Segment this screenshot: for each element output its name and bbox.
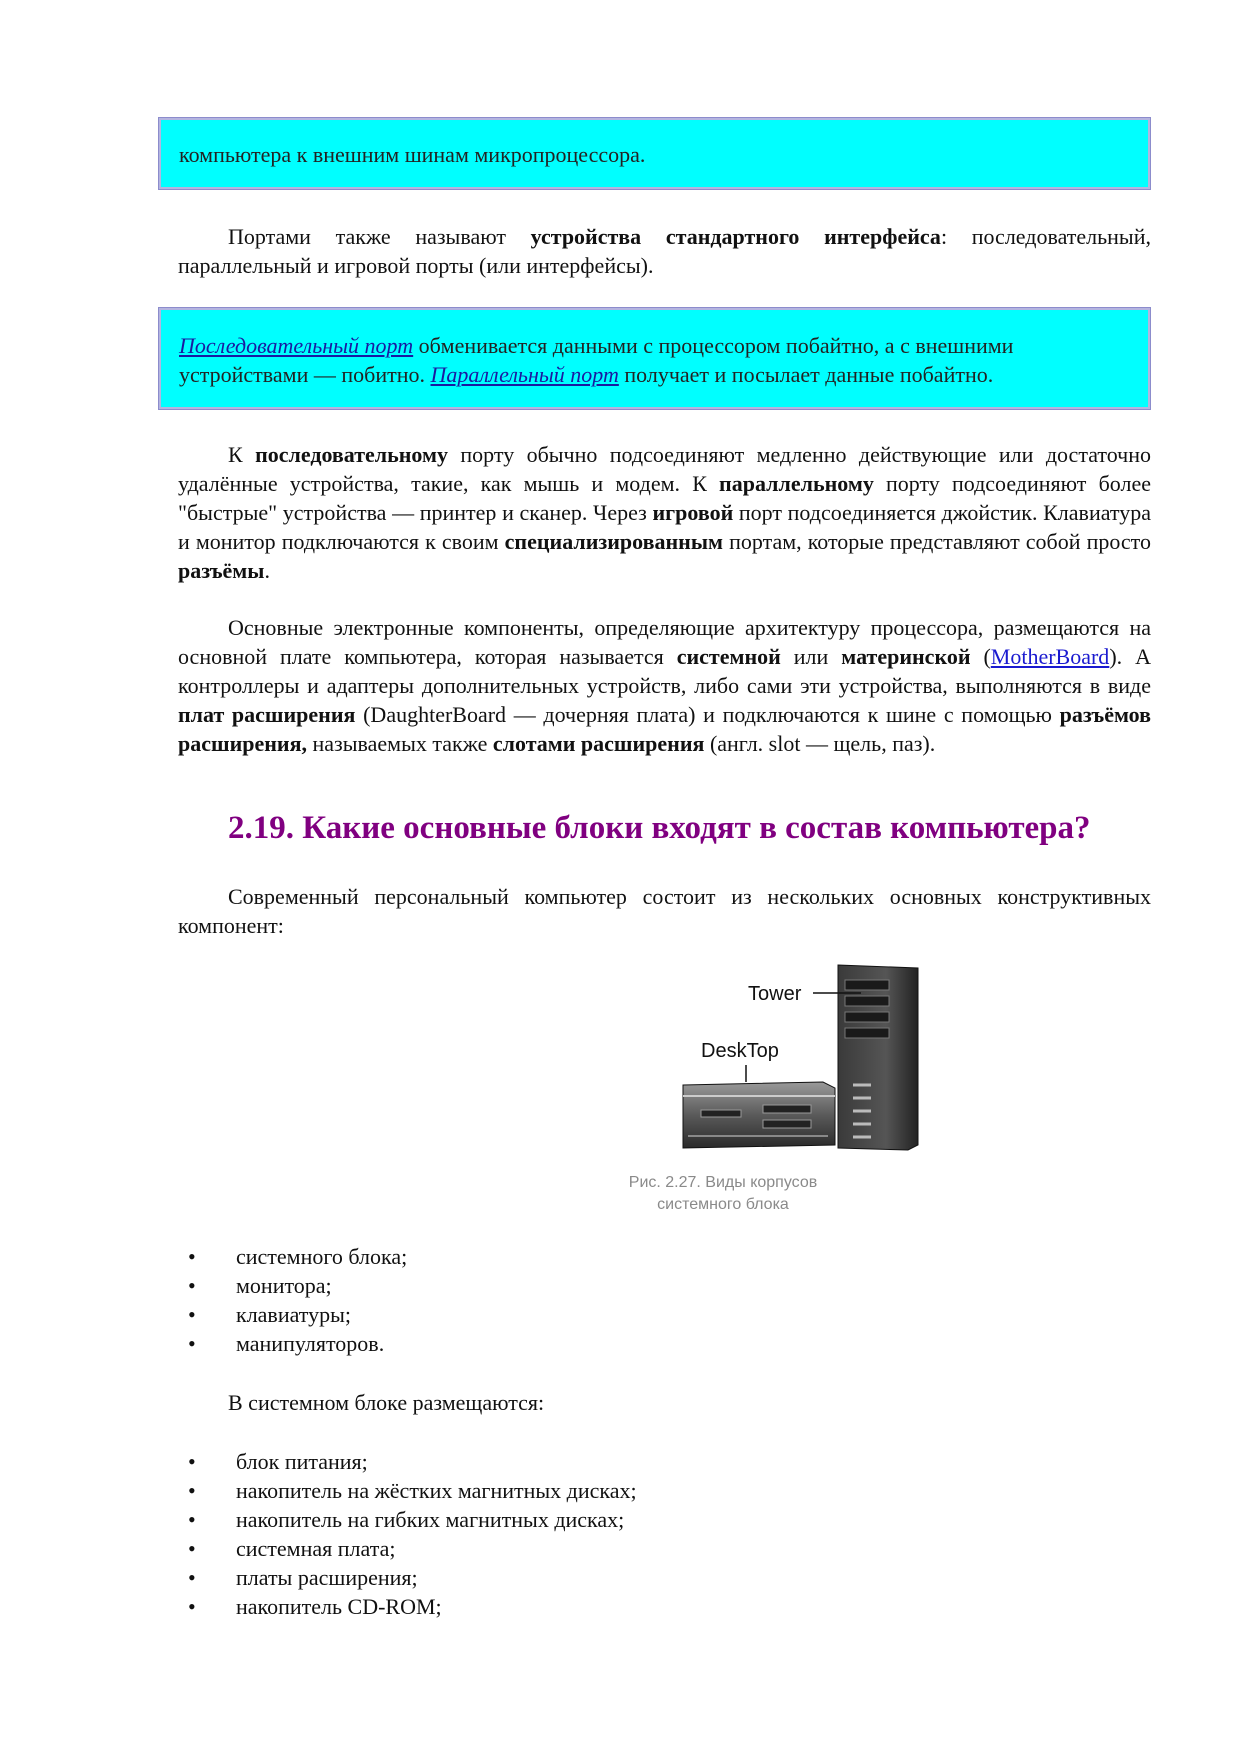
- computer-cases-illustration: [523, 960, 923, 1170]
- paragraph-system-block: В системном блоке размещаются:: [228, 1390, 545, 1415]
- list-item: • системная плата;: [188, 1534, 637, 1563]
- list-pc-components: [188, 1242, 407, 1358]
- label-tower: Tower: [748, 983, 802, 1005]
- list-item: • накопитель CD-ROM;: [188, 1592, 637, 1621]
- paragraph-motherboard: Основные электронные компоненты, определяющие архитектуру процессора, размещаются на основной плате компьютера, которая называется системной или материнской (MotherBoard). А контроллеры и адаптеры дополнительных устройств, либо сами эти устройства, выполняются в виде плат расширения (DaughterBoard — дочерняя плата) и подключаются к шине с помощью разъёмов расширения, называемых также слотами расширения (англ. slot — щель, паз).: [178, 615, 1151, 756]
- list-item: • системного блока;: [188, 1242, 407, 1271]
- list-item: • манипуляторов.: [188, 1329, 407, 1358]
- list-item: • платы расширения;: [188, 1563, 637, 1592]
- section-heading: 2.19. Какие основные блоки входят в состав компьютера?: [228, 810, 1091, 846]
- figure-caption: Рис. 2.27. Виды корпусов системного блока: [628, 1174, 818, 1213]
- list-item: • накопитель на жёстких магнитных дисках;: [188, 1476, 637, 1505]
- definition-box-ports: Последовательный порт обменивается данными с процессором побайтно, а с внешними устройствами — побитно. Параллельный порт получает и посылает данные побайтно.: [158, 307, 1151, 410]
- term-standard-interface: устройства стандартного интерфейса: [530, 224, 941, 249]
- list-item: • накопитель на гибких магнитных дисках;: [188, 1505, 637, 1534]
- figure-computer-cases: [523, 960, 923, 1220]
- link-motherboard[interactable]: MotherBoard: [990, 644, 1110, 669]
- definition-box-bus: [158, 117, 1151, 190]
- desktop-case-icon: [683, 1082, 835, 1148]
- list-item: • блок питания;: [188, 1447, 637, 1476]
- list-item: • монитора;: [188, 1271, 407, 1300]
- label-desktop: DeskTop: [701, 1040, 779, 1062]
- list-system-block-parts: [188, 1447, 637, 1621]
- paragraph-pc-components: Современный персональный компьютер состоит из нескольких основных конструктивных компонент:: [178, 884, 1151, 938]
- link-serial-port[interactable]: Последовательный порт: [179, 333, 414, 358]
- paragraph-ports: Портами также называют устройства стандартного интерфейса: последовательный, параллельный и игровой порты (или интерфейсы).: [178, 224, 1151, 278]
- link-parallel-port[interactable]: Параллельный порт: [430, 362, 619, 387]
- list-item: • клавиатуры;: [188, 1300, 407, 1329]
- definition-text: компьютера к внешним шинам микропроцессора.: [179, 142, 646, 167]
- paragraph-serial-parallel: К последовательному порту обычно подсоединяют медленно действующие или достаточно удалённые устройства, такие, как мышь и модем. К параллельному порту подсоединяют более "быстрые" устройства — принтер и сканер. Через игровой порт подсоединяется джойстик. Клавиатура и монитор подключаются к своим специализированным портам, которые представляют собой просто разъёмы.: [178, 442, 1152, 583]
